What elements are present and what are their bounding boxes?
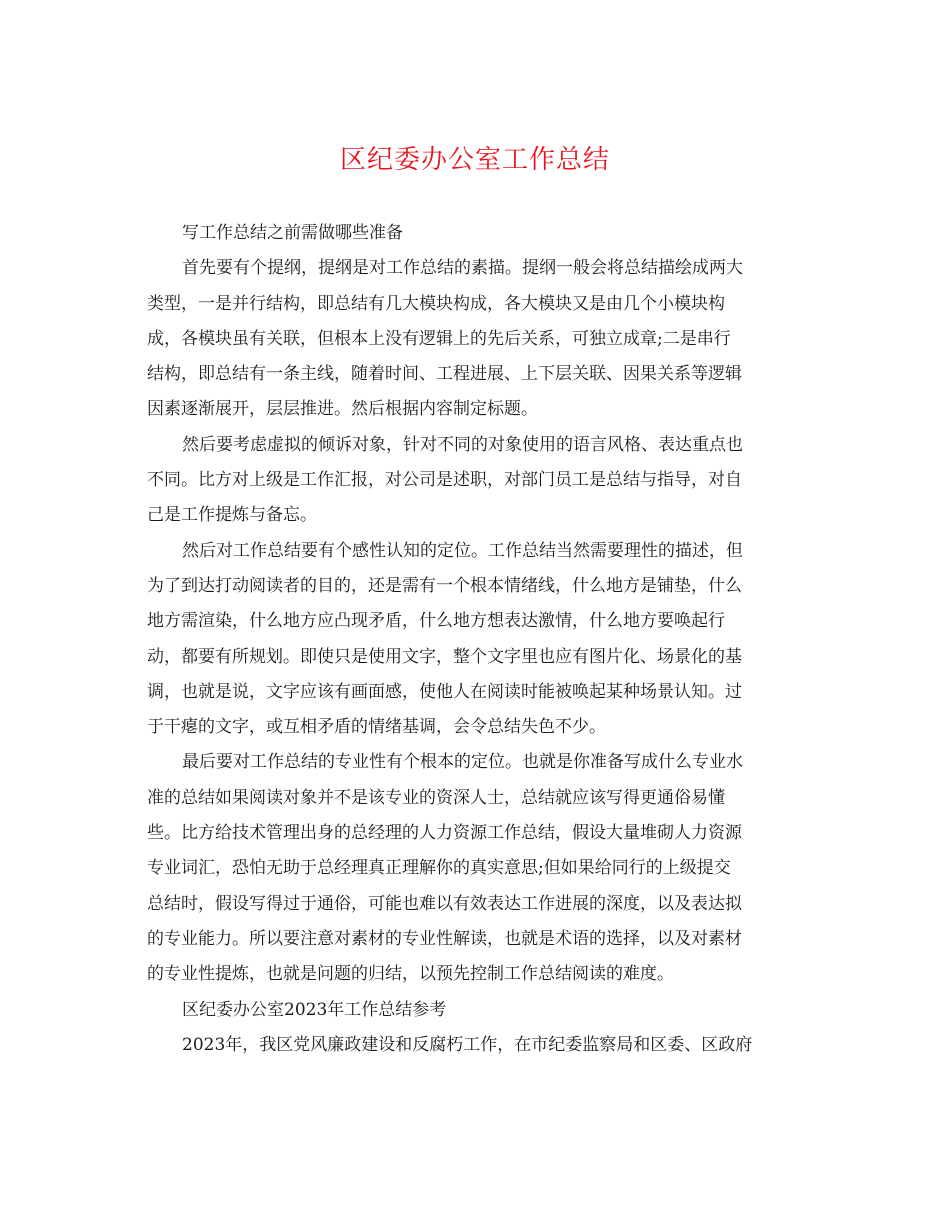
body-line: 因素逐渐展开，层层推进。然后根据内容制定标题。: [147, 399, 538, 420]
body-line: 然后对工作总结要有个感性认知的定位。工作总结当然需要理性的描述，但: [182, 540, 743, 561]
body-line: 结构，即总结有一条主线，随着时间、工程进展、上下层关联、因果关系等逻辑: [147, 364, 742, 385]
body-line: 写工作总结之前需做哪些准备: [182, 223, 403, 243]
body-line: 总结时，假设写得过于通俗，可能也难以有效表达工作进展的深度，以及表达拟: [147, 893, 742, 914]
body-line: 地方需渲染，什么地方应凸现矛盾，什么地方想表达激情，什么地方要唤起行: [147, 611, 725, 632]
body-line: 于干瘪的文字，或互相矛盾的情绪基调，会令总结失色不少。: [147, 717, 606, 738]
body-line: 些。比方给技术管理出身的总经理的人力资源工作总结，假设大量堆砌人力资源: [147, 823, 742, 844]
document-title: 区纪委办公室工作总结: [339, 145, 610, 175]
body-line: 准的总结如果阅读对象并不是该专业的资深人士，总结就应该写得更通俗易懂: [147, 787, 725, 808]
body-line: 己是工作提炼与备忘。: [147, 505, 317, 526]
body-line: 首先要有个提纲，提纲是对工作总结的素描。提纲一般会将总结描绘成两大: [182, 258, 743, 279]
body-line: 专业词汇，恐怕无助于总经理真正理解你的真实意思;但如果给同行的上级提交: [147, 858, 731, 879]
body-line: 然后要考虑虚拟的倾诉对象，针对不同的对象使用的语言风格、表达重点也: [182, 434, 743, 455]
body-line: 不同。比方对上级是工作汇报，对公司是述职，对部门员工是总结与指导，对自: [147, 470, 742, 491]
body-line: 为了到达打动阅读者的目的，还是需有一个根本情绪线，什么地方是铺垫，什么: [147, 575, 742, 596]
body-line: 的专业性提炼，也就是问题的归结，以预先控制工作总结阅读的难度。: [147, 964, 674, 985]
body-line: 区纪委办公室2023年工作总结参考: [182, 999, 447, 1020]
document-body: [147, 216, 807, 1063]
body-line: 动，都要有所规划。即使只是使用文字，整个文字里也应有图片化、场景化的基: [147, 646, 742, 667]
body-line: 成，各模块虽有关联，但根本上没有逻辑上的先后关系，可独立成章;二是串行: [147, 328, 731, 349]
body-line: 调，也就是说，文字应该有画面感，使他人在阅读时能被唤起某种场景认知。过: [147, 681, 742, 702]
body-line: 的专业能力。所以要注意对素材的专业性解读，也就是术语的选择，以及对素材: [147, 928, 742, 949]
body-line: 类型，一是并行结构，即总结有几大模块构成，各大模块又是由几个小模块构: [147, 293, 725, 314]
body-line: 最后要对工作总结的专业性有个根本的定位。也就是你准备写成什么专业水: [182, 752, 743, 773]
body-line: 2023年，我区党风廉政建设和反腐朽工作，在市纪委监察局和区委、区政府: [182, 1034, 753, 1055]
